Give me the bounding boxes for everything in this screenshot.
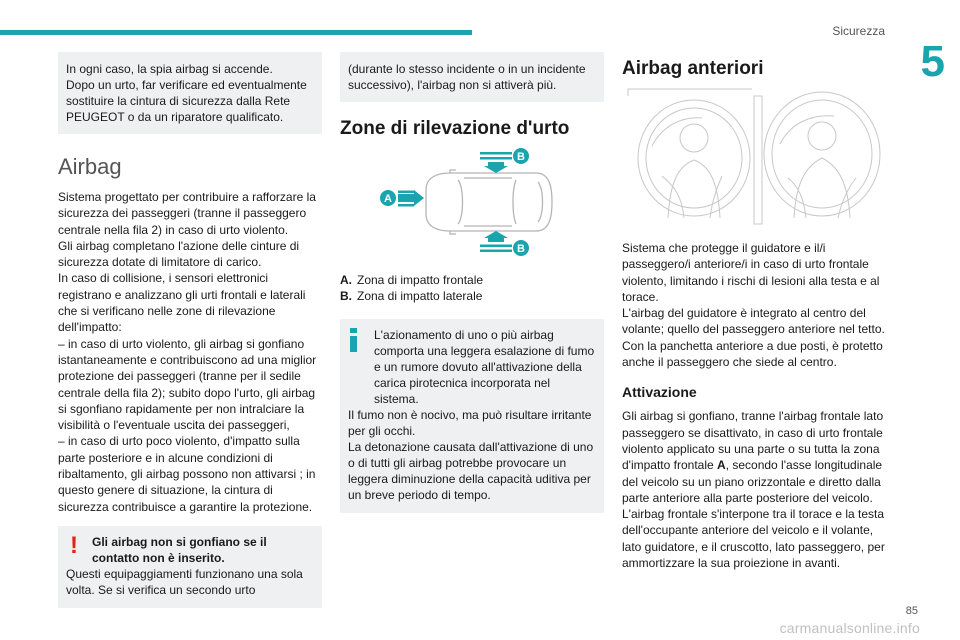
info-line: La detonazione causata dall'attivazione di uno o di tutti gli airbag potrebbe provocare un leggera diminuzione della capacità uditiva per un breve periodo di tempo. xyxy=(348,440,594,502)
activation-heading: Attivazione xyxy=(622,384,697,401)
front-airbags-illustration xyxy=(622,86,886,226)
diagram-legend xyxy=(340,272,604,304)
intro-paragraph: L'airbag del guidatore è integrato al centro del volante; quello del passeggero anteriore nel tetto. xyxy=(622,306,885,337)
frontal-impact-arrows xyxy=(398,190,424,207)
diagram-label-a: A xyxy=(384,193,392,205)
info-box xyxy=(340,319,604,513)
note-line: In ogni caso, la spia airbag si accende. xyxy=(66,62,273,76)
zones-heading: Zone di rilevazione d'urto xyxy=(340,118,570,139)
page-number: 85 xyxy=(905,605,918,617)
airbag-heading: Airbag xyxy=(58,154,122,179)
diagram-label-b-bottom: B xyxy=(517,243,525,255)
column-3 xyxy=(622,52,886,571)
column-1 xyxy=(58,52,322,608)
watermark: carmanualsonline.info xyxy=(779,620,920,636)
impact-zones-diagram xyxy=(340,146,604,258)
airbag-paragraph: In caso di collisione, i sensori elettronici registrano e analizzano gli urti frontali e laterali che si verificano nelle zone di rilevazione dell'impatto: xyxy=(58,271,306,335)
legend-item: A. Zona di impatto frontale xyxy=(340,273,484,287)
warning-box xyxy=(58,526,322,608)
warning-text: Questi equipaggiamenti funzionano una sola volta. Se si verifica un secondo urto xyxy=(66,566,303,597)
column-2 xyxy=(340,52,604,513)
intro-paragraph: Con la panchetta anteriore a due posti, è protetto anche il passeggero che siede al centro. xyxy=(622,338,883,370)
header-accent-bar xyxy=(0,30,472,35)
airbag-paragraph: Sistema progettato per contribuire a rafforzare la sicurezza dei passeggeri (tranne il passeggero centrale nella fila 2) in caso di urto violento. xyxy=(58,190,316,237)
note-line: Dopo un urto, far verificare ed eventualmente sostituire la cintura di sicurezza dalla Rete PEUGEOT o da un riparatore qualificato. xyxy=(66,78,307,124)
front-airbags-heading: Airbag anteriori xyxy=(622,58,764,79)
activation-paragraph: Gli airbag si gonfiano, tranne l'airbag frontale lato passeggero se disattivato, in caso di urto frontale violento applicato su una parte o su tutta la zona d'impatto frontale A, secondo l'asse longitudinale del veicolo su un piano orizzontale e diretto dalla parte anteriore alla parte posteriore del veicolo. xyxy=(622,409,884,505)
info-icon xyxy=(350,328,357,352)
chapter-number: 5 xyxy=(920,37,945,86)
continued-text: (durante lo stesso incidente o in un incidente successivo), l'airbag non si attiverà più. xyxy=(348,62,586,92)
lateral-impact-arrows-top xyxy=(480,152,512,173)
diagram-label-b-top: B xyxy=(517,151,525,163)
activation-paragraph: L'airbag frontale s'interpone tra il torace e la testa dell'occupante anteriore del veicolo e il volante, lato guidatore, e il cruscotto, lato passeggero, per ammortizzare la sua proiezione in avanti. xyxy=(622,507,885,571)
section-title: Sicurezza xyxy=(832,24,885,38)
info-line: Il fumo non è nocivo, ma può risultare irritante per gli occhi. xyxy=(348,408,592,438)
lateral-impact-arrows-bottom xyxy=(480,231,512,252)
airbag-paragraph: – in caso di urto violento, gli airbag si gonfiano istantaneamente e contribuiscono ad una miglior protezione dei passeggeri (tranne per il sedile centrale della fila 2); subito dopo l'urto, gli airbag si sgonfiano rapidamente per non intralciare la visibilità o l'eventuale uscita dei passeggeri, xyxy=(58,336,317,433)
info-line: L'azionamento di uno o più airbag comporta una leggera esalazione di fumo e un rumore dovuto all'attivazione della carica pirotecnica incorporata nel sistema. xyxy=(374,328,595,406)
legend-item: B. Zona di impatto laterale xyxy=(340,289,483,303)
car-top-view xyxy=(426,170,552,234)
intro-paragraph: Sistema che protegge il guidatore e il/i passeggero/i anteriore/i in caso di urto frontale violento, limitando i rischi di lesioni alla testa e al torace. xyxy=(622,241,880,304)
continued-box xyxy=(340,52,604,102)
exclamation-icon: ! xyxy=(70,531,78,559)
seatbelt-note-box xyxy=(58,52,322,134)
airbag-paragraph: – in caso di urto poco violento, d'impatto sulla parte posteriore e in alcune condizioni di ribaltamento, gli airbag possono non attivarsi ; in questo genere di situazione, la cintura di sicurezza contribuisce a garantire la protezione. xyxy=(58,434,316,514)
warning-title: Gli airbag non si gonfiano se il contatto non è inserito. xyxy=(92,534,267,565)
airbag-paragraph: Gli airbag completano l'azione delle cinture di sicurezza dotate di limitatore di carico. xyxy=(58,238,300,270)
